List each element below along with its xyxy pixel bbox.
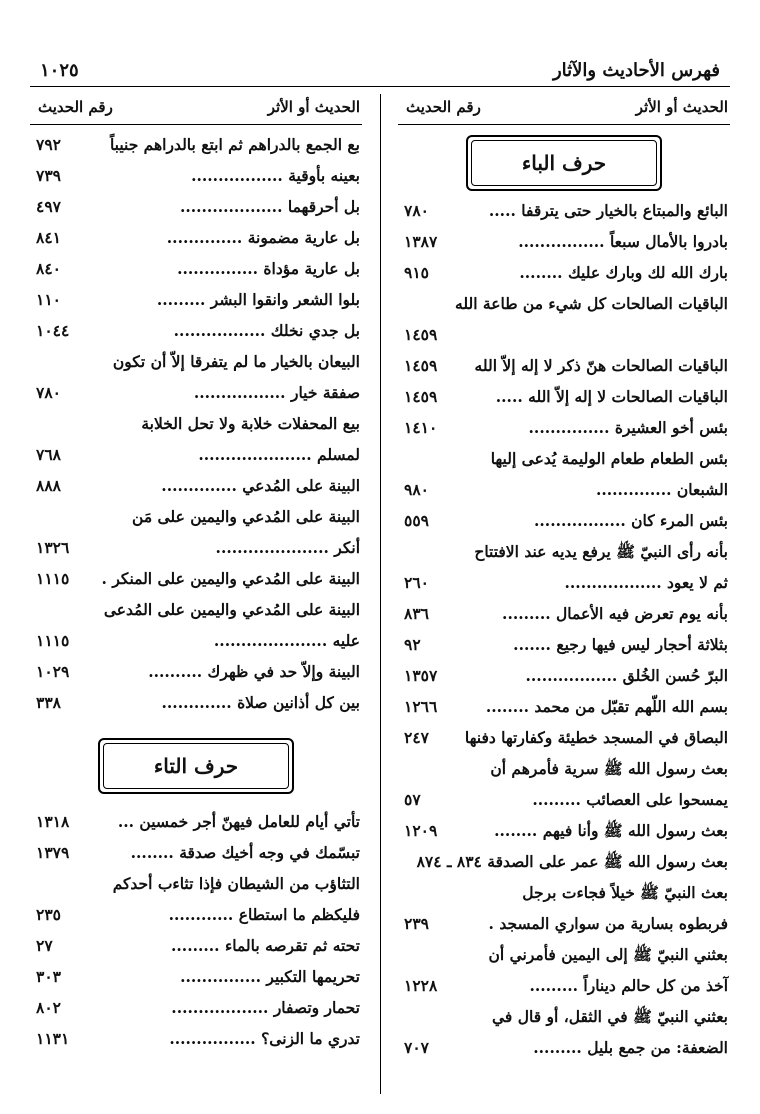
- hadith-number: ٢٤٧: [404, 728, 429, 747]
- section-heading-label: حرف التاء: [103, 743, 289, 789]
- entry-text: البينة على المُدعي واليمين على المُدعى: [103, 600, 360, 619]
- index-entry: [30, 441, 362, 472]
- hadith-number: ٨٨٨: [36, 476, 61, 495]
- hadith-number: ٢٣٩: [404, 914, 429, 933]
- index-entry: [398, 197, 730, 228]
- entry-text: تأتي أيام للعامل فيهنّ أجر خمسين ...: [117, 812, 360, 831]
- index-entry: [398, 1003, 730, 1034]
- entry-text: بئس المرء كان .................: [534, 511, 728, 530]
- column-header-number: رقم الحديث: [38, 98, 113, 116]
- entry-list: [398, 197, 730, 1065]
- index-entry: [30, 472, 362, 503]
- entry-text: بعثني النبيّ ﷺ إلى اليمين فأمرني أن: [488, 945, 728, 964]
- hadith-number: ١١١٥: [36, 569, 70, 588]
- entry-text: البيعان بالخيار ما لم يتفرقا إلاّ أن تكون: [112, 352, 360, 371]
- index-entry: [398, 383, 730, 414]
- hadith-number: ٩١٥: [404, 263, 429, 282]
- entry-text: الباقيات الصالحات كل شيء من طاعة الله: [455, 294, 728, 313]
- entry-text: بعث رسول الله ﷺ عمر على الصدقة ٨٣٤ ـ ٨٧٤: [416, 852, 728, 871]
- entry-text: البرّ حُسن الخُلق .................: [525, 666, 728, 685]
- index-entry: [30, 131, 362, 162]
- index-entry: [398, 600, 730, 631]
- index-entry: [398, 941, 730, 972]
- entry-text: بلوا الشعر وانقوا البشر .........: [156, 290, 360, 309]
- index-entry: [30, 534, 362, 565]
- entry-text: الباقيات الصالحات هنّ ذكر لا إله إلاّ الله: [474, 356, 728, 375]
- index-entry: [398, 786, 730, 817]
- entry-text: بئس أخو العشيرة ...............: [528, 418, 728, 437]
- index-entry: [398, 290, 730, 321]
- hadith-number: ٥٧: [404, 790, 421, 809]
- hadith-number: ١٠٢٩: [36, 662, 70, 681]
- hadith-number: ٧٦٨: [36, 445, 61, 464]
- section-heading-ba: [466, 135, 662, 191]
- entry-text: آخذ من كل حالم ديناراً .........: [529, 976, 728, 995]
- hadith-number: ٥٥٩: [404, 511, 429, 530]
- index-entry: [398, 1034, 730, 1065]
- hadith-number: ٨٠٢: [36, 998, 61, 1017]
- index-entry: [30, 658, 362, 689]
- entry-text: الضعفة: من جمع بليل .........: [533, 1038, 728, 1057]
- index-entry: [30, 901, 362, 932]
- hadith-number: ١٤١٠: [404, 418, 438, 437]
- entry-text: فربطوه بسارية من سواري المسجد .: [488, 914, 728, 933]
- index-entry: [30, 596, 362, 627]
- page-number: ١٠٢٥: [40, 60, 79, 81]
- index-entry: [30, 348, 362, 379]
- entry-text: البينة على المُدعي ..............: [161, 476, 360, 495]
- index-entry: [30, 162, 362, 193]
- entry-text: بارك الله لك وبارك عليك ........: [519, 263, 728, 282]
- entry-text: البائع والمبتاع بالخيار حتى يترقفا .....: [488, 201, 728, 220]
- hadith-number: ٤٩٧: [36, 197, 61, 216]
- hadith-number: ٢٣٥: [36, 905, 61, 924]
- index-entry: [30, 1025, 362, 1056]
- entry-text: تبسّمك في وجه أخيك صدقة ........: [130, 843, 360, 862]
- index-entry: [30, 994, 362, 1025]
- index-entry: [30, 689, 362, 720]
- index-entry: [398, 662, 730, 693]
- entry-list: [30, 808, 362, 1056]
- entry-text: ثم لا يعود ..................: [564, 573, 728, 592]
- entry-text: بادروا بالأمال سبعاً ................: [518, 232, 728, 251]
- entry-text: البينة وإلاّ حد في ظهرك ..........: [148, 662, 360, 681]
- entry-text: البصاق في المسجد خطيئة وكفارتها دفنها: [464, 728, 728, 747]
- index-entry: [398, 879, 730, 910]
- entry-text: بل عارية مؤداة ...............: [177, 259, 360, 278]
- index-entry: [398, 910, 730, 941]
- hadith-number: ٨٤٠: [36, 259, 61, 278]
- entry-text: بعث رسول الله ﷺ سرية فأمرهم أن: [490, 759, 728, 778]
- entry-text: بعينه بأوقية .................: [191, 166, 360, 185]
- index-entry: [398, 569, 730, 600]
- entry-text: أنكر .....................: [215, 538, 360, 557]
- hadith-number: ٧٠٧: [404, 1038, 429, 1057]
- index-entry: [398, 972, 730, 1003]
- entry-text: بعثني النبيّ ﷺ في الثقل، أو قال في: [492, 1007, 728, 1026]
- index-entry: [30, 379, 362, 410]
- index-entry: [30, 193, 362, 224]
- entry-text: عليه .....................: [213, 631, 360, 650]
- entry-text: بع الجمع بالدراهم ثم ابتع بالدراهم جنيباً: [109, 135, 360, 154]
- hadith-number: ١٤٥٩: [404, 387, 438, 406]
- index-entry: [30, 255, 362, 286]
- entry-text: بأنه رأى النبيّ ﷺ يرفع يديه عند الافتتاح: [474, 542, 728, 561]
- hadith-number: ١٢٢٨: [404, 976, 438, 995]
- entry-text: تحمار وتصفار ..................: [171, 998, 360, 1017]
- index-entry: [30, 839, 362, 870]
- index-entry: [398, 259, 730, 290]
- entry-text: لمسلم .....................: [198, 445, 360, 464]
- index-entry: [30, 224, 362, 255]
- index-entry: [30, 503, 362, 534]
- index-entry: [398, 848, 730, 879]
- index-entry: [30, 565, 362, 596]
- index-entry: [398, 693, 730, 724]
- hadith-number: ٢٧: [36, 936, 53, 955]
- index-entry: [398, 228, 730, 259]
- entry-text: بئس الطعام طعام الوليمة يُدعى إليها: [490, 449, 728, 468]
- hadith-number: ١٣٧٩: [36, 843, 70, 862]
- entry-list: [30, 131, 362, 720]
- entry-text: الشبعان ..............: [595, 480, 728, 499]
- hadith-number: ٩٢: [404, 635, 421, 654]
- hadith-number: ٨٣٦: [404, 604, 429, 623]
- index-entry: [30, 286, 362, 317]
- entry-text: فليكظم ما استطاع ............: [168, 905, 360, 924]
- hadith-number: ١٢٦٦: [404, 697, 438, 716]
- hadith-number: ١١٠: [36, 290, 61, 309]
- index-entry: [398, 724, 730, 755]
- entry-text: تحريمها التكبير ...............: [180, 967, 360, 986]
- left-column: [30, 94, 362, 1056]
- entry-text: بسم الله اللّهم تقبّل من محمد ........: [485, 697, 728, 716]
- entry-text: تحته ثم تقرصه بالماء .........: [171, 936, 360, 955]
- entry-text: بعث رسول الله ﷺ وأنا فيهم ........: [494, 821, 728, 840]
- section-heading-ta: [98, 738, 294, 794]
- hadith-number: ٧٨٠: [404, 201, 429, 220]
- hadith-number: ٣٠٣: [36, 967, 61, 986]
- index-entry: [398, 445, 730, 476]
- index-entry: [30, 317, 362, 348]
- entry-text: بل أحرقهما ...................: [179, 197, 360, 216]
- hadith-number: ١٤٥٩: [404, 356, 438, 375]
- hadith-number: ٨٤١: [36, 228, 61, 247]
- entry-text: بأنه يوم تعرض فيه الأعمال .........: [502, 604, 728, 623]
- right-column: [398, 94, 730, 1065]
- entry-text: تدري ما الزنى؟ ................: [169, 1029, 360, 1048]
- hadith-number: ١٣٥٧: [404, 666, 438, 685]
- column-header-text: الحديث أو الأثر: [635, 98, 728, 116]
- hadith-number: ٢٦٠: [404, 573, 429, 592]
- entry-text: بثلاثة أحجار ليس فيها رجيع .......: [513, 635, 728, 654]
- entry-text: يمسحوا على العصائب .........: [532, 790, 728, 809]
- header-rule: [30, 86, 730, 87]
- entry-text: صفقة خيار .................: [193, 383, 360, 402]
- entry-text: بعث النبيّ ﷺ خيلاً فجاءت برجل: [522, 883, 728, 902]
- column-header-text: الحديث أو الأثر: [267, 98, 360, 116]
- index-entry: [30, 932, 362, 963]
- index-entry: [398, 321, 730, 352]
- index-entry: [398, 631, 730, 662]
- column-header: [30, 94, 362, 125]
- running-title: فهرس الأحاديث والآثار: [552, 60, 720, 81]
- hadith-number: ١٤٥٩: [404, 325, 438, 344]
- entry-text: البينة على المُدعي واليمين على مَن: [132, 507, 360, 526]
- entry-text: بل جدي نخلك .................: [173, 321, 360, 340]
- index-entry: [30, 870, 362, 901]
- index-entry: [398, 414, 730, 445]
- hadith-number: ٧٩٢: [36, 135, 61, 154]
- hadith-number: ١٠٤٤: [36, 321, 70, 340]
- column-header: [398, 94, 730, 125]
- hadith-number: ٧٨٠: [36, 383, 61, 402]
- hadith-number: ٣٣٨: [36, 693, 61, 712]
- entry-text: الباقيات الصالحات لا إله إلاّ الله .....: [495, 387, 728, 406]
- index-entry: [398, 817, 730, 848]
- entry-text: التثاؤب من الشيطان فإذا تثاءب أحدكم: [112, 874, 360, 893]
- index-entry: [30, 410, 362, 441]
- hadith-number: ٧٣٩: [36, 166, 61, 185]
- hadith-number: ١١١٥: [36, 631, 70, 650]
- hadith-number: ١٢٠٩: [404, 821, 438, 840]
- column-header-number: رقم الحديث: [406, 98, 481, 116]
- entry-text: بيع المحفلات خلابة ولا تحل الخلابة: [141, 414, 360, 433]
- column-divider: [380, 94, 381, 1094]
- hadith-number: ٩٨٠: [404, 480, 429, 499]
- index-entry: [30, 808, 362, 839]
- index-entry: [398, 538, 730, 569]
- index-entry: [398, 507, 730, 538]
- entry-text: بين كل أذانين صلاة .............: [161, 693, 360, 712]
- section-heading-label: حرف الباء: [471, 140, 657, 186]
- hadith-number: ١١٣١: [36, 1029, 70, 1048]
- index-entry: [398, 755, 730, 786]
- index-entry: [398, 476, 730, 507]
- hadith-number: ١٣٨٧: [404, 232, 438, 251]
- hadith-number: ١٣١٨: [36, 812, 70, 831]
- entry-text: بل عارية مضمونة ..............: [166, 228, 360, 247]
- index-entry: [30, 963, 362, 994]
- index-entry: [398, 352, 730, 383]
- entry-text: البينة على المُدعي واليمين على المنكر .: [101, 569, 360, 588]
- index-entry: [30, 627, 362, 658]
- hadith-number: ١٣٢٦: [36, 538, 70, 557]
